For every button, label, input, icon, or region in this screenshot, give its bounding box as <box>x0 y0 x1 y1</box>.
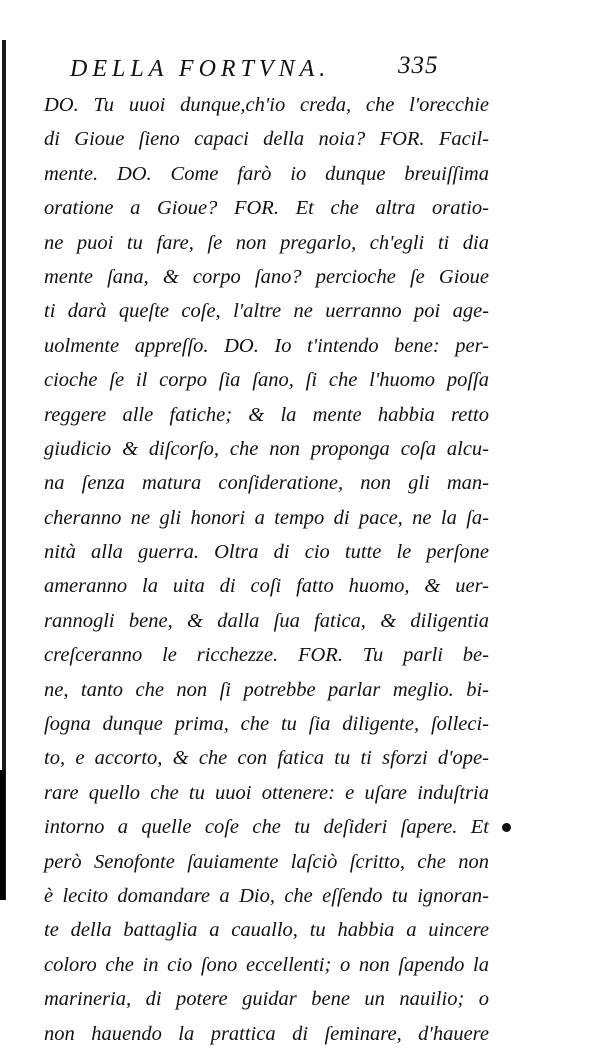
text-line: giudicio & diſcorſo, che non proponga coſa alcu- <box>44 437 489 460</box>
text-line: di Gioue ſieno capaci della noia? FOR. Facil- <box>44 128 489 151</box>
body-text <box>44 88 489 1051</box>
text-line: reggere alle fatiche; & la mente habbia retto <box>44 403 489 426</box>
text-line: mente ſana, & corpo ſano? percioche ſe Gioue <box>44 265 489 288</box>
text-line: rare quello che tu uuoi ottenere: e uſare induſtria <box>44 781 489 804</box>
text-line: ti darà queſte coſe, l'altre ne uerranno poi age- <box>44 300 489 323</box>
text-line: però Senofonte ſauiamente laſciò ſcritto, che non <box>44 850 489 873</box>
margin-dot <box>502 823 511 832</box>
text-line: ne, tanto che non ſi potrebbe parlar meglio. bi- <box>44 678 489 701</box>
text-line: rannogli bene, & dalla ſua fatica, & diligentia <box>44 609 489 632</box>
text-line: creſceranno le ricchezze. FOR. Tu parli be- <box>44 644 489 667</box>
text-line: nità alla guerra. Oltra di cio tutte le perſone <box>44 541 489 564</box>
text-line: uolmente appreſſo. DO. Io t'intendo bene: per- <box>44 334 489 357</box>
running-header <box>70 52 470 86</box>
text-line: ameranno la uita di coſi fatto huomo, & uer- <box>44 575 489 598</box>
text-line: marineria, di potere guidar bene un nauilio; o <box>44 988 489 1011</box>
text-line: ſogna dunque prima, che tu ſia diligente, ſolleci- <box>44 713 489 736</box>
text-line: oratione a Gioue? FOR. Et che altra oratio- <box>44 197 489 220</box>
text-line: te della battaglia a cauallo, tu habbia a uincere <box>44 919 489 942</box>
text-line: cheranno ne gli honori a tempo di pace, ne la ſa- <box>44 506 489 529</box>
text-line: ne puoi tu fare, ſe non pregarlo, ch'egli ti dia <box>44 231 489 254</box>
text-line: coloro che in cio ſono eccellenti; o non ſapendo la <box>44 953 489 976</box>
text-line: è lecito domandare a Dio, che eſſendo tu ignoran- <box>44 884 489 907</box>
text-line: intorno a quelle coſe che tu deſideri ſapere. Et <box>44 816 489 839</box>
text-line: DO. Tu uuoi dunque,ch'io creda, che l'orecchie <box>44 94 489 116</box>
running-title: DELLA FORTVNA. <box>70 56 331 82</box>
text-line: na ſenza matura conſideratione, non gli man- <box>44 472 489 495</box>
page-binding-shadow <box>0 770 5 900</box>
text-line: cioche ſe il corpo ſia ſano, ſi che l'huomo poſſa <box>44 369 489 392</box>
page-number: 335 <box>398 52 439 79</box>
text-line: mente. DO. Come farò io dunque breuiſſima <box>44 162 489 185</box>
text-line: non hauendo la prattica di ſeminare, d'hauere <box>44 1022 489 1045</box>
text-line: to, e accorto, & che con fatica tu ti sforzi d'ope- <box>44 747 489 770</box>
